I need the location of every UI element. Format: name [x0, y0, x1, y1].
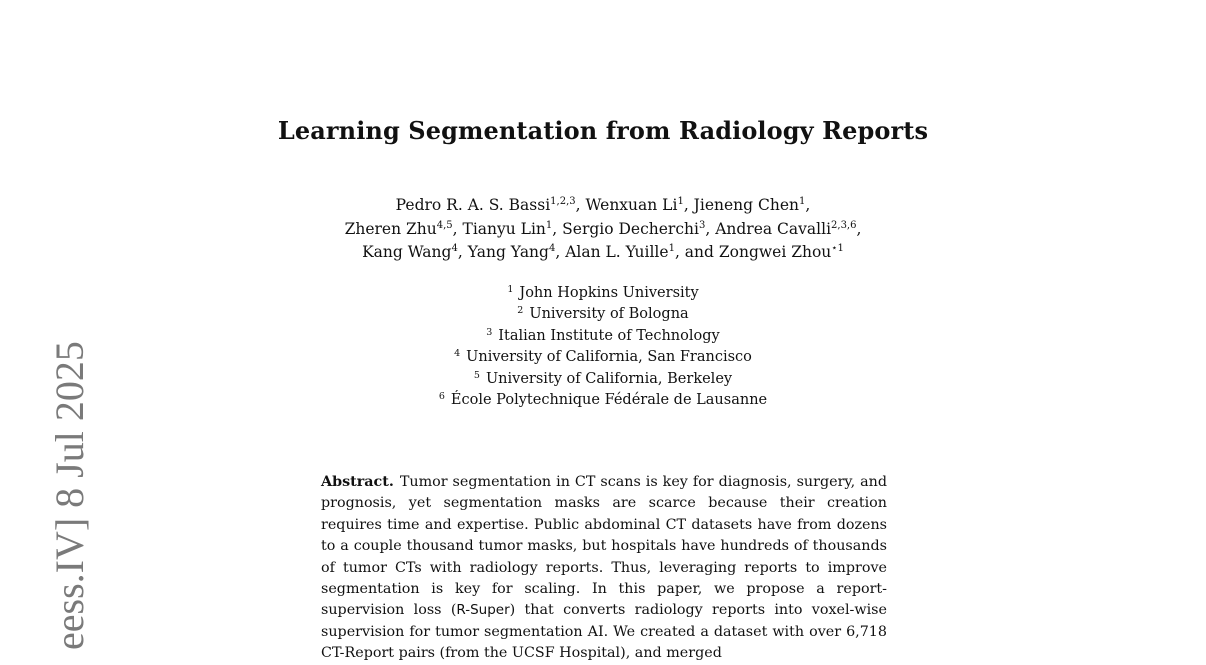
author-line: Kang Wang$^4$, Yang Yang$^4$, Alan L. Yuille$^1$, and Zongwei Zhou$^{⋆1}$: [362, 243, 844, 261]
author: Sergio Decherchi$^3$: [562, 219, 706, 238]
author: Jieneng Chen$^1$: [693, 196, 806, 214]
abstract-label: Abstract.: [321, 474, 394, 490]
paper-title: Learning Segmentation from Radiology Reports: [277, 116, 929, 145]
author: Andrea Cavalli$^{2,3,6}$: [715, 219, 857, 238]
affiliation: $^3$ Italian Institute of Technology: [486, 326, 720, 344]
method-name: R-Super: [456, 602, 510, 619]
affiliation: $^5$ University of California, Berkeley: [473, 369, 733, 387]
author: Zheren Zhu$^{4,5}$: [344, 219, 453, 238]
author: Tianyu Lin$^1$: [462, 219, 553, 238]
author: Alan L. Yuille$^1$: [565, 243, 675, 261]
author-list: [0, 194, 1206, 265]
affiliation: $^4$ University of California, San Francisco: [454, 348, 752, 366]
abstract: [321, 472, 887, 665]
affiliation: $^6$ École Polytechnique Fédérale de Lausanne: [438, 391, 768, 409]
author: Kang Wang$^4$: [362, 243, 458, 261]
author-line: Zheren Zhu$^{4,5}$, Tianyu Lin$^1$, Sergio Decherchi$^3$, Andrea Cavalli$^{2,3,6}$,: [344, 219, 862, 238]
author: Yang Yang$^4$: [467, 243, 556, 261]
arxiv-side-stamp: eess.IV] 8 Jul 2025: [47, 341, 92, 650]
author: Zongwei Zhou$^{⋆1}$: [718, 243, 844, 261]
author-line: Pedro R. A. S. Bassi$^{1,2,3}$, Wenxuan Li$^1$, Jieneng Chen$^1$,: [395, 196, 811, 214]
author: Pedro R. A. S. Bassi$^{1,2,3}$: [395, 196, 576, 214]
author: Wenxuan Li$^1$: [585, 196, 684, 214]
affiliation: $^2$ University of Bologna: [517, 305, 689, 323]
affiliation-list: [0, 283, 1206, 411]
affiliation: $^1$ John Hopkins University: [507, 284, 699, 301]
abstract-text: Tumor segmentation in CT scans is key for diagnosis, surgery, and prognosis, yet segmentation masks are scarce because their creation requires time and expertise. Public abdominal CT datasets have from dozens to a couple thousand tumor masks, but hospitals have hundreds of thousands of tumor CTs with radiology reports. Thus, leveraging reports to improve segmentation is key for scaling. In this paper, we propose a report-supervision loss (: [321, 474, 887, 619]
abstract-text-continued: ) that converts radiology reports into voxel-wise supervision for tumor segmentation AI. We created a dataset with over 6,718 CT-Report pairs (from the UCSF Hospital), and merged: [321, 602, 887, 662]
